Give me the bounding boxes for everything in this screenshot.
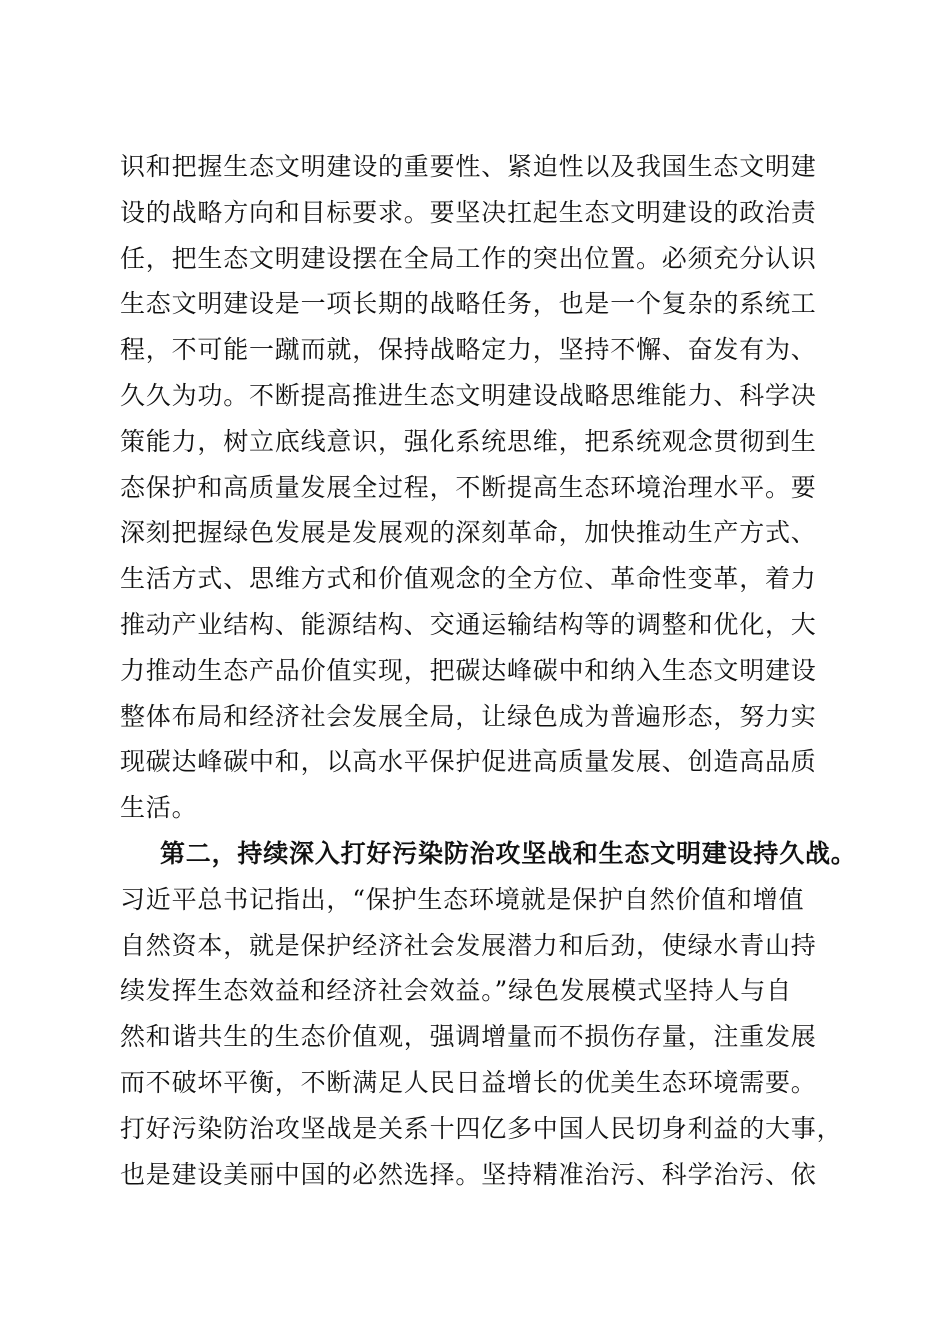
section-heading-line: 第二，持续深入打好污染防治攻坚战和生态文明建设持久战。	[160, 838, 857, 868]
text-line: 识和把握生态文明建设的重要性、紧迫性以及我国生态文明建	[120, 152, 817, 181]
text-line: 生活方式、思维方式和价值观念的全方位、革命性变革，着力	[120, 564, 817, 594]
text-line: 而不破坏平衡，不断满足人民日益增长的优美生态环境需要。	[120, 1067, 817, 1097]
text-line: 设的战略方向和目标要求。要坚决扛起生态文明建设的政治责	[120, 197, 817, 227]
text-line: 态保护和高质量发展全过程，不断提高生态环境治理水平。要	[120, 472, 817, 502]
text-line: 程，不可能一蹴而就，保持战略定力，坚持不懈、奋发有为、	[120, 335, 817, 365]
text-line: 习近平总书记指出，“保护生态环境就是保护自然价值和增值	[120, 884, 805, 914]
text-line: 深刻把握绿色发展是发展观的深刻革命，加快推动生产方式、	[120, 518, 817, 548]
text-line: 现碳达峰碳中和，以高水平保护促进高质量发展、创造高品质	[120, 747, 817, 777]
text-line: 也是建设美丽中国的必然选择。坚持精准治污、科学治污、依	[120, 1159, 817, 1189]
text-line: 策能力，树立底线意识，强化系统思维，把系统观念贯彻到生	[120, 426, 817, 456]
text-line: 整体布局和经济社会发展全局，让绿色成为普遍形态，努力实	[120, 701, 817, 731]
text-line: 推动产业结构、能源结构、交通运输结构等的调整和优化，大	[120, 609, 817, 639]
text-line: 久久为功。不断提高推进生态文明建设战略思维能力、科学决	[120, 380, 817, 410]
text-line: 续发挥生态效益和经济社会效益。”绿色发展模式坚持人与自	[120, 976, 792, 1006]
text-line: 打好污染防治攻坚战是关系十四亿多中国人民切身利益的大事，	[120, 1113, 843, 1143]
text-line: 生活。	[120, 793, 198, 823]
text-line: 力推动生态产品价值实现，把碳达峰碳中和纳入生态文明建设	[120, 655, 817, 685]
text-line: 任，把生态文明建设摆在全局工作的突出位置。必须充分认识	[120, 243, 817, 273]
text-line: 自然资本，就是保护经济社会发展潜力和后劲，使绿水青山持	[120, 930, 817, 960]
text-line: 生态文明建设是一项长期的战略任务，也是一个复杂的系统工	[120, 289, 817, 319]
text-line: 然和谐共生的生态价值观，强调增量而不损伤存量，注重发展	[120, 1022, 817, 1052]
document-body	[120, 144, 857, 1197]
